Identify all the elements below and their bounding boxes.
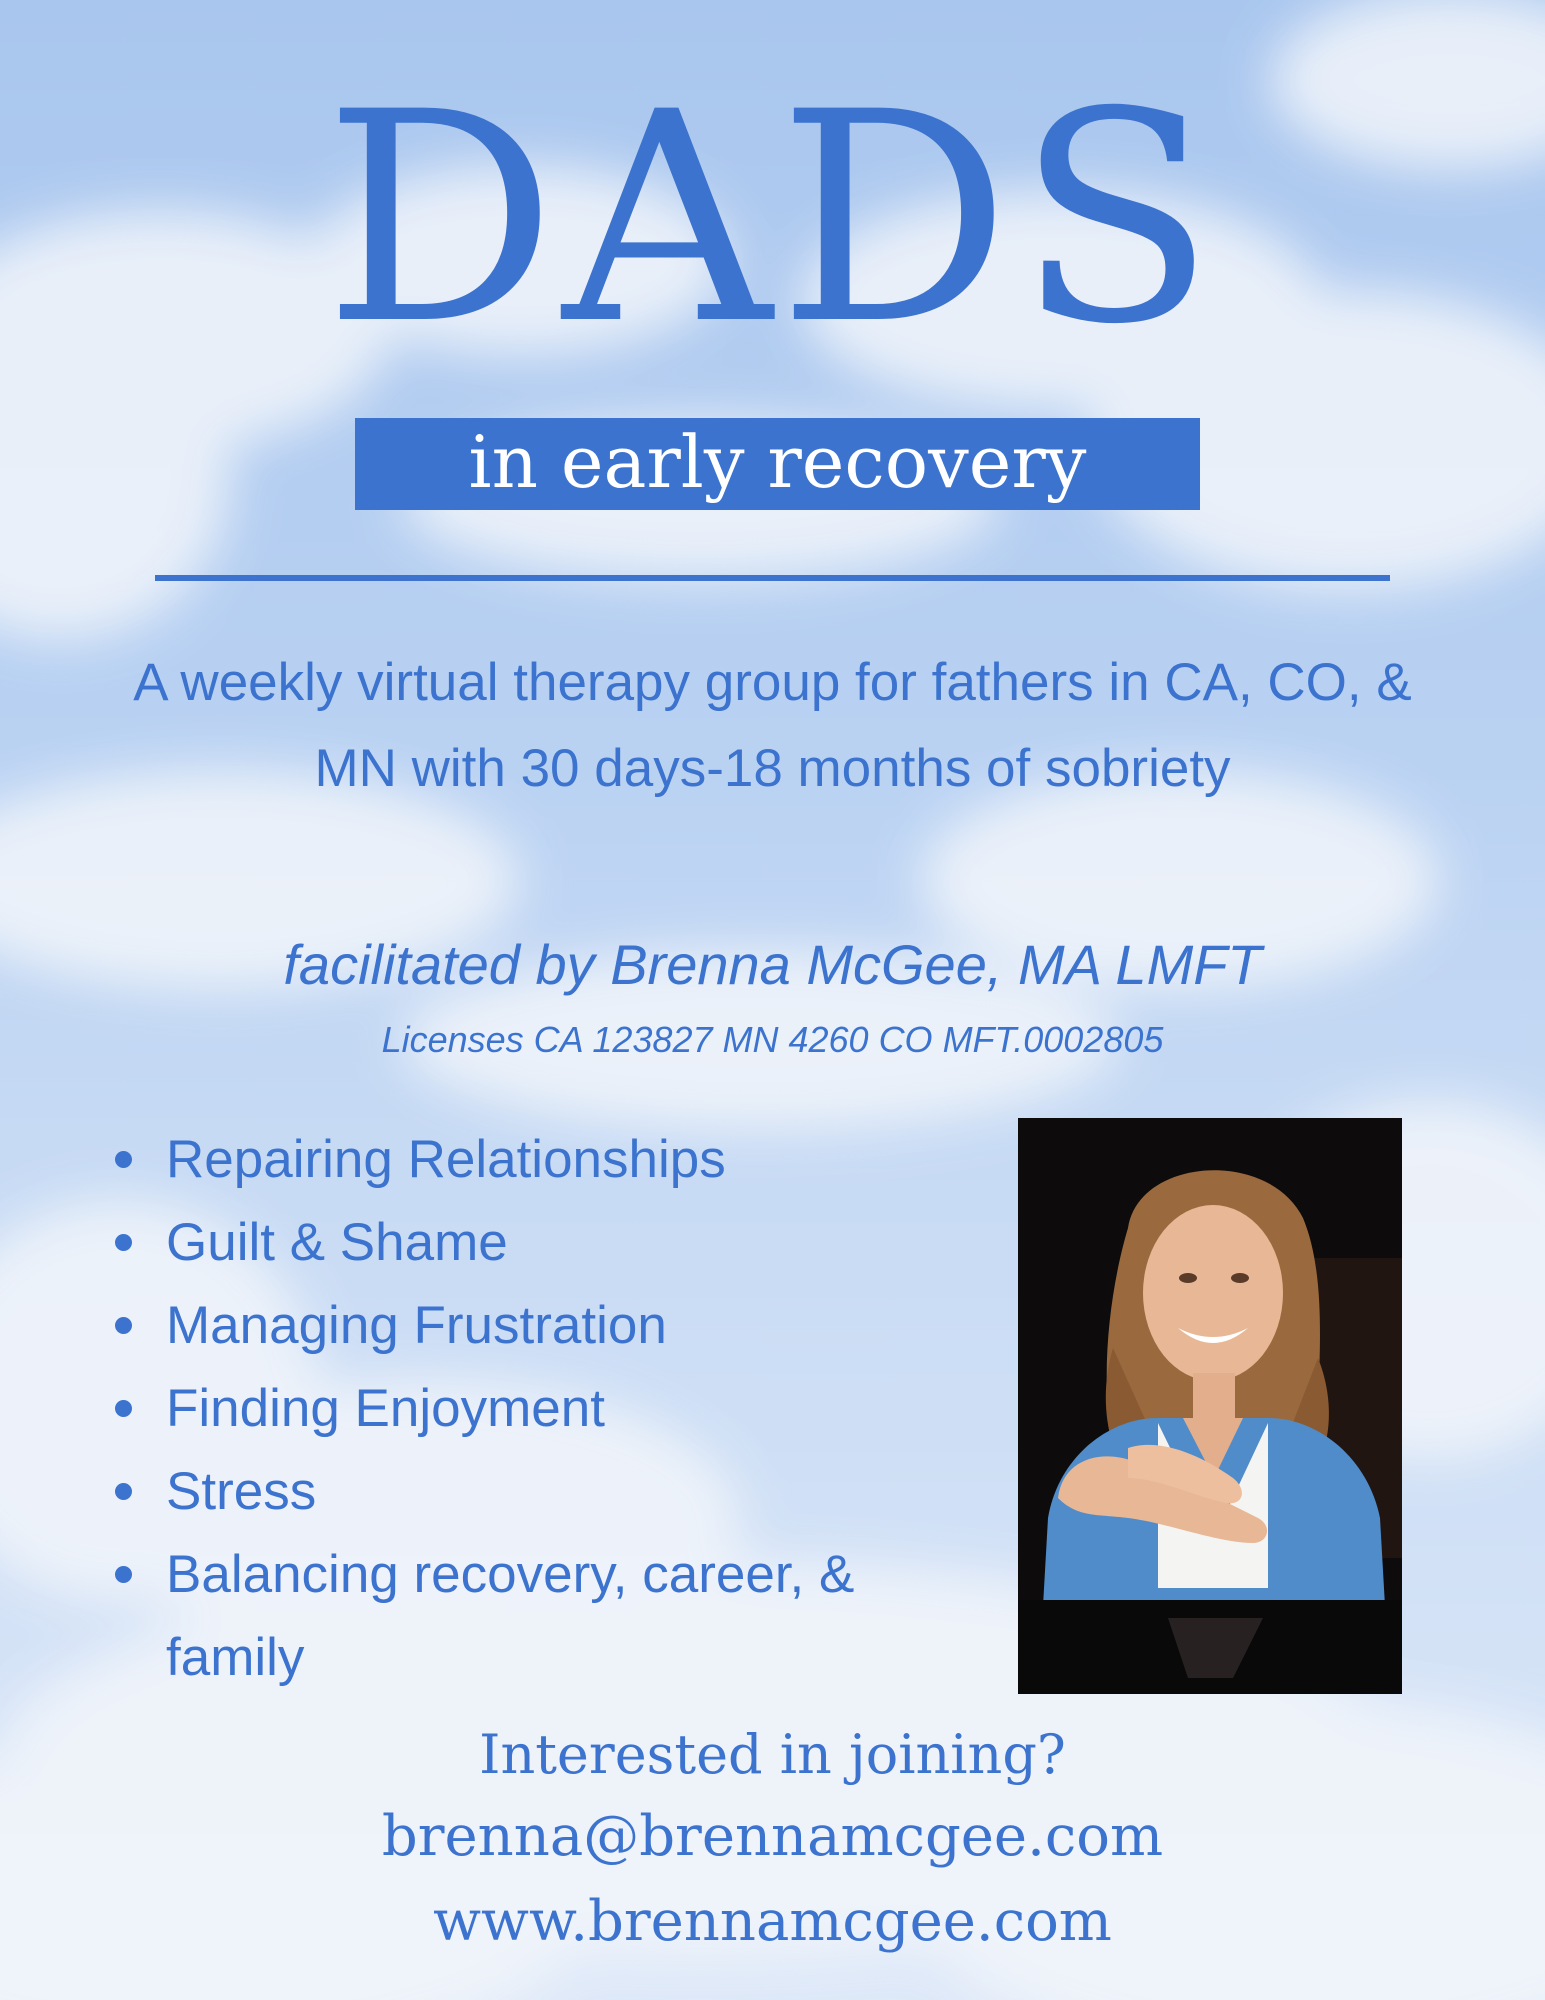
topic-item bbox=[0, 1367, 980, 1450]
subtitle-banner bbox=[355, 418, 1200, 510]
divider-line bbox=[155, 575, 1390, 581]
bullet-icon bbox=[115, 1400, 132, 1417]
contact-heading: Interested in joining? bbox=[479, 1723, 1066, 1786]
bullet-icon bbox=[115, 1151, 132, 1168]
portrait-illustration bbox=[1018, 1118, 1402, 1694]
facilitator-photo bbox=[1018, 1118, 1402, 1694]
facilitator-credit: facilitated by Brenna McGee, MA LMFT bbox=[283, 933, 1262, 996]
topic-item bbox=[0, 1201, 980, 1284]
topic-label: Repairing Relationships bbox=[166, 1130, 726, 1189]
topic-label: Managing Frustration bbox=[166, 1296, 667, 1355]
topic-label: Balancing recovery, career, & family bbox=[166, 1545, 855, 1687]
group-description: A weekly virtual therapy group for fathers in CA, CO, & MN with 30 days-18 months of sobriety bbox=[133, 653, 1412, 798]
contact-email-link[interactable]: brenna@brennamcgee.com bbox=[381, 1804, 1164, 1869]
flyer-title: DADS bbox=[323, 51, 1222, 388]
contact-website-link[interactable]: www.brennamcgee.com bbox=[433, 1889, 1112, 1954]
topic-item bbox=[0, 1284, 980, 1367]
topic-label: Guilt & Shame bbox=[166, 1213, 508, 1272]
license-numbers: Licenses CA 123827 MN 4260 CO MFT.0002805 bbox=[381, 1019, 1164, 1060]
bullet-icon bbox=[115, 1566, 132, 1583]
topic-label: Finding Enjoyment bbox=[166, 1379, 605, 1438]
topic-list bbox=[0, 1118, 980, 1699]
subtitle: in early recovery bbox=[468, 420, 1087, 504]
topic-label: Stress bbox=[166, 1462, 317, 1521]
bullet-icon bbox=[115, 1483, 132, 1500]
topic-item bbox=[0, 1118, 980, 1201]
bullet-icon bbox=[115, 1317, 132, 1334]
topic-item bbox=[0, 1533, 980, 1699]
topic-item bbox=[0, 1450, 980, 1533]
bullet-icon bbox=[115, 1234, 132, 1251]
